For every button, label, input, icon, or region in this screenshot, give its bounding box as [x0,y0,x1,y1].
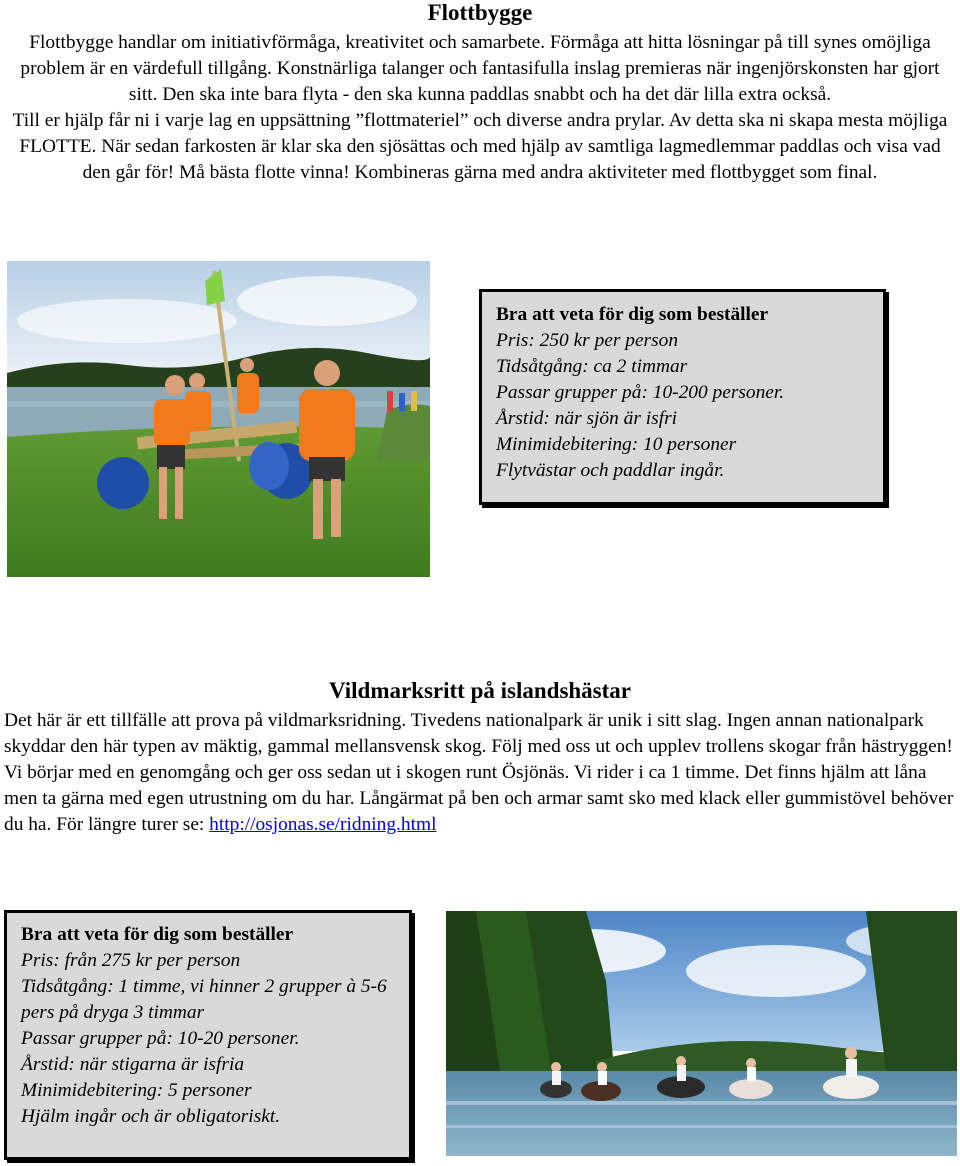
info-duration: Tidsåtgång: ca 2 timmar [496,356,688,377]
riding-paragraph-1: Det här är ett tillfälle att prova på vildmarksridning. Tivedens nationalpark är unik i sitt slag. Ingen annan nationalpark skyddar den här typen av mäktig, gammal mellansvensk skog. Följ med oss ut och upplev trollens skogar från hästryggen! [4,710,953,757]
info-season: Årstid: när stigarna är isfria [21,1054,245,1075]
info-minimum-charge: Minimidebitering: 5 personer [21,1080,252,1101]
info-group-size: Passar grupper på: 10-200 personer. [496,382,785,403]
riding-info-link[interactable]: http://osjonas.se/ridning.html [209,814,437,835]
info-box-title: Bra att veta för dig som beställer [496,304,769,325]
info-included: Flytvästar och paddlar ingår. [496,460,725,481]
raft-building-description [4,30,956,186]
info-season: Årstid: när sjön är isfri [496,408,678,429]
horse-riding-photo [446,911,957,1156]
info-price: Pris: från 275 kr per person [21,950,241,971]
horse-riding-description [4,708,956,838]
info-duration: Tidsåtgång: 1 timme, vi hinner 2 grupper à 5-6 pers på dryga 3 timmar [21,976,387,1023]
info-included: Hjälm ingår och är obligatoriskt. [21,1106,281,1127]
info-minimum-charge: Minimidebitering: 10 personer [496,434,737,455]
info-price: Pris: 250 kr per person [496,330,679,351]
section-title-horse-riding: Vildmarksritt på islandshästar [328,678,632,703]
horse-riding-info-box [4,910,412,1160]
raft-building-photo [7,261,430,577]
section-title-raft-building: Flottbygge [427,0,533,25]
riding-paragraph-2-text: Vi börjar med en genomgång och ger oss sedan ut i skogen runt Ösjönäs. Vi rider i ca 1 timme. Det finns hjälm att låna men ta gärna med egen utrustning om du har. Långärmat på ben och armar samt sko med klack eller gummistövel behöver du ha. För längre turer se: [4,762,954,835]
raft-building-info-box [479,289,886,505]
raft-paragraph-1: Flottbygge handlar om initiativförmåga, kreativitet och samarbete. Förmåga att hitta lösningar på till synes omöjliga problem är en värdefull tillgång. Konstnärliga talanger och fantasifulla inslag premieras när ingenjörskonsten har gjort sitt. Den ska inte bara flyta - den ska kunna paddlas snabbt och ha det där lilla extra också. [20,32,940,105]
riding-paragraph-2 [4,760,956,838]
raft-paragraph-2: Till er hjälp får ni i varje lag en uppsättning ”flottmateriel” och diverse andra prylar. Av detta ska ni skapa mesta möjliga FLOTTE. När sedan farkosten är klar ska den sjösättas och med hjälp av samtliga lagmedlemmar paddlas och visa vad den går för! Må bästa flotte vinna! Kombineras gärna med andra aktiviteter med flottbygget som final. [12,110,948,183]
info-group-size: Passar grupper på: 10-20 personer. [21,1028,300,1049]
info-box-title: Bra att veta för dig som beställer [21,924,294,945]
